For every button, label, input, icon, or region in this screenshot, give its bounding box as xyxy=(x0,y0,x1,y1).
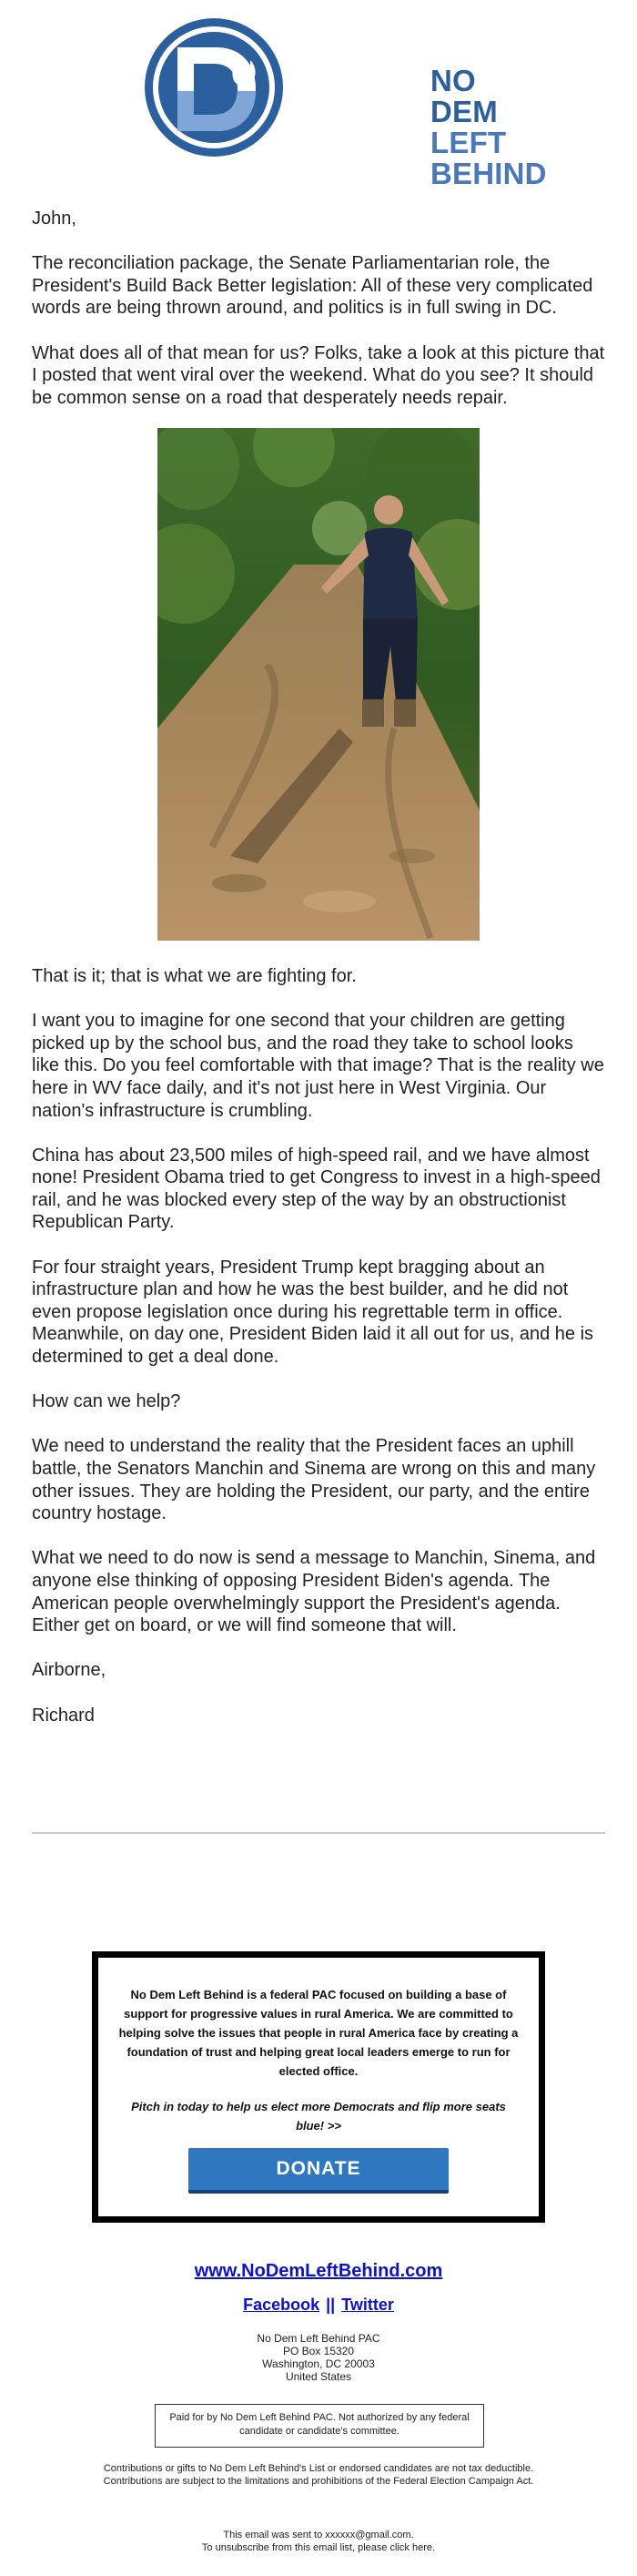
header-logo[interactable] xyxy=(141,15,547,190)
address-line: No Dem Left Behind PAC xyxy=(257,2332,380,2345)
address-line: United States xyxy=(285,2370,352,2383)
unsubscribe-link[interactable]: To unsubscribe from this email list, please click here. xyxy=(201,2542,436,2553)
paragraph: We need to understand the reality that the President faces an uphill battle, the Senators Manchin and Sinema are wrong on this and many other issues. They are holding the President, our party, and the entire country hostage. xyxy=(32,1436,596,1524)
donate-pitch[interactable]: Pitch in today to help us elect more Democrats and flip more seats blue! >> xyxy=(131,2100,506,2133)
twitter-link[interactable]: Twitter xyxy=(341,2296,394,2314)
donate-button[interactable]: DONATE xyxy=(188,2148,449,2194)
paragraph: How can we help? xyxy=(32,1391,181,1412)
social-separator: || xyxy=(326,2296,336,2314)
photo-container xyxy=(32,428,605,941)
signature: Richard xyxy=(32,1705,95,1726)
divider xyxy=(32,1832,605,1834)
paragraph: For four straight years, President Trump kept bragging about an infrastructure plan and how he was the best builder, and he did not even propose legislation once during his regrettable term in office. Meanwhile, on day one, President Biden laid it all out for us, and he is determined to get a deal done. xyxy=(32,1257,594,1368)
donate-box xyxy=(92,1951,545,2223)
disclaimer-line: Contributions are subject to the limitations and prohibitions of the Federal Election Campaign Act. xyxy=(103,2476,534,2487)
paragraph: What we need to do now is send a message to Manchin, Sinema, and anyone else thinking of opposing President Biden's agenda. The American people overwhelmingly support the President's agenda. Either get on board, or we will find someone that will. xyxy=(32,1548,596,1636)
logo-wordmark xyxy=(430,66,547,189)
paragraph: The reconciliation package, the Senate Parliamentarian role, the President's Build Back Better legislation: All of these very complicated words are being thrown around, and politics is in full swing in DC. xyxy=(32,253,593,319)
address-line: PO Box 15320 xyxy=(282,2345,355,2357)
logo-line-1: NO DEM xyxy=(430,64,498,128)
greeting: John, xyxy=(32,209,76,229)
website-link[interactable]: www.NoDemLeftBehind.com xyxy=(194,2261,443,2281)
signoff: Airborne, xyxy=(32,1660,106,1681)
pac-description: No Dem Left Behind is a federal PAC focused on building a base of support for progressive values in rural America. We are committed to helping solve the issues that people in rural America face by creating a foundation of trust and helping great local leaders emerge to run for elected office. xyxy=(118,1988,519,2078)
logo-line-2: LEFT BEHIND xyxy=(430,126,547,190)
letter-body xyxy=(32,208,605,1749)
mailing-address xyxy=(0,2332,637,2383)
paragraph: I want you to imagine for one second that your children are getting picked up by the school bus, and the road they take to school looks like this. Do you feel comfortable with that image? That is the reality we here in WV face daily, and it's not just here in West Virginia. Our nation's infrastructure is crumbling. xyxy=(32,1011,604,1121)
social-links xyxy=(0,2296,637,2315)
paid-for-disclaimer: Paid for by No Dem Left Behind PAC. Not authorized by any federal candidate or candidate's committee. xyxy=(155,2404,484,2448)
contribution-disclaimer xyxy=(0,2462,637,2488)
sent-to-text: This email was sent to xxxxxx@gmail.com. xyxy=(223,2530,414,2540)
paragraph: China has about 23,500 miles of high-speed rail, and we have almost none! President Obama tried to get Congress to invest in a high-speed rail, and he was blocked every step of the way by an obstructionist Republican Party. xyxy=(32,1145,601,1233)
road-photo xyxy=(157,428,480,941)
logo-badge-icon xyxy=(141,15,287,160)
site-link-container xyxy=(0,2261,637,2282)
paragraph: What does all of that mean for us? Folks, take a look at this picture that I posted that went viral over the weekend. What do you see? It should be common sense on a road that desperately needs repair. xyxy=(32,342,605,408)
disclaimer-line: Contributions or gifts to No Dem Left Behind's List or endorsed candidates are not tax deductible. xyxy=(103,2463,534,2474)
paragraph: That is it; that is what we are fighting for. xyxy=(32,965,357,986)
address-line: Washington, DC 20003 xyxy=(262,2357,375,2370)
facebook-link[interactable]: Facebook xyxy=(243,2296,320,2314)
unsubscribe-section xyxy=(0,2529,637,2554)
